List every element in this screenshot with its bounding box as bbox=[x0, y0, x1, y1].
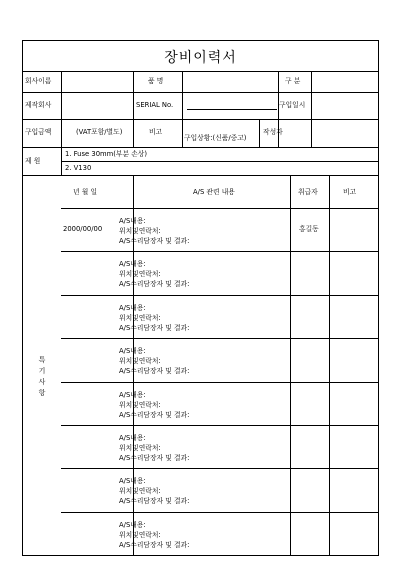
item-name-label: 품 명 bbox=[148, 77, 164, 85]
record-content-line: A/S수리담장자 및 결과: bbox=[119, 541, 190, 549]
spec-line-2: 2. V130 bbox=[65, 164, 92, 172]
record-content-line: A/S내용: bbox=[119, 391, 146, 399]
record-content-line: A/S수리담장자 및 결과: bbox=[119, 497, 190, 505]
spec-line-1: 1. Fuse 30mm(부분 손상) bbox=[65, 150, 147, 158]
author-label: 작성자 bbox=[263, 128, 283, 136]
rule bbox=[61, 208, 378, 209]
price-label: 구입금액 bbox=[25, 128, 52, 136]
col-date-header: 년 월 일 bbox=[73, 188, 98, 196]
record-content-line: A/S내용: bbox=[119, 434, 146, 442]
record-content-line: 위치및연락처: bbox=[119, 357, 161, 365]
vat-label: (VAT포함/별도) bbox=[76, 128, 123, 136]
record-content-line: 위치및연락처: bbox=[119, 444, 161, 452]
company-label: 회사이름 bbox=[25, 77, 52, 85]
record-content-line: 위치및연락처: bbox=[119, 401, 161, 409]
row-rule bbox=[61, 251, 378, 252]
col-note-header: 비고 bbox=[343, 188, 357, 196]
record-content-line: A/S수리담장자 및 결과: bbox=[119, 411, 190, 419]
record-content-line: A/S내용: bbox=[119, 260, 146, 268]
record-content-line: A/S수리담장자 및 결과: bbox=[119, 454, 190, 462]
serial-underline bbox=[187, 109, 277, 110]
record-content bbox=[119, 216, 189, 246]
record-content-line: A/S내용: bbox=[119, 217, 146, 225]
record-date: 2000/00/00 bbox=[63, 225, 103, 233]
record-content bbox=[119, 259, 189, 289]
rule bbox=[23, 92, 378, 93]
label-char: 특 bbox=[38, 356, 46, 364]
record-content-line: 위치및연락처: bbox=[119, 314, 161, 322]
record-content bbox=[119, 476, 189, 506]
rule bbox=[23, 71, 378, 72]
rule bbox=[329, 175, 330, 555]
category-label: 구 분 bbox=[285, 77, 301, 85]
col-content-header: A/S 관련 내용 bbox=[193, 188, 235, 196]
label-char: 항 bbox=[38, 389, 46, 397]
record-content bbox=[119, 433, 189, 463]
record-content bbox=[119, 390, 189, 420]
spec-label: 제 원 bbox=[25, 157, 41, 165]
rule bbox=[61, 71, 62, 175]
special-notes-label bbox=[37, 355, 47, 399]
label-char: 기 bbox=[38, 367, 46, 375]
equipment-history-form bbox=[22, 40, 379, 556]
record-content-line: 위치및연락처: bbox=[119, 227, 161, 235]
record-content bbox=[119, 303, 189, 333]
row-rule bbox=[61, 338, 378, 339]
note-label: 비고 bbox=[149, 128, 163, 136]
record-content-line: A/S수리담장자 및 결과: bbox=[119, 280, 190, 288]
record-content-line: A/S내용: bbox=[119, 304, 146, 312]
row-rule bbox=[61, 382, 378, 383]
rule bbox=[23, 119, 378, 120]
row-rule bbox=[61, 295, 378, 296]
record-content-line: A/S내용: bbox=[119, 477, 146, 485]
rule bbox=[290, 175, 291, 555]
label-char: 사 bbox=[38, 378, 46, 386]
serial-label: SERIAL No. bbox=[136, 101, 174, 109]
rule bbox=[133, 71, 134, 147]
record-content bbox=[119, 520, 189, 550]
record-content-line: A/S내용: bbox=[119, 521, 146, 529]
document-title: 장비이력서 bbox=[164, 50, 237, 66]
record-handler: 홍길동 bbox=[299, 225, 319, 233]
row-rule bbox=[61, 468, 378, 469]
record-content-line: 위치및연락처: bbox=[119, 270, 161, 278]
col-handler-header: 취급자 bbox=[298, 188, 318, 196]
rule bbox=[259, 119, 260, 147]
rule bbox=[182, 71, 183, 147]
rule bbox=[311, 71, 312, 147]
maker-label: 제작회사 bbox=[25, 101, 52, 109]
row-rule bbox=[61, 512, 378, 513]
record-content bbox=[119, 346, 189, 376]
record-content-line: A/S수리담장자 및 결과: bbox=[119, 237, 190, 245]
record-content-line: A/S수리담장자 및 결과: bbox=[119, 367, 190, 375]
record-content-line: 위치및연락처: bbox=[119, 531, 161, 539]
rule bbox=[23, 175, 378, 176]
row-rule bbox=[61, 425, 378, 426]
purchase-date-label: 구입일시 bbox=[279, 101, 306, 109]
purchase-condition-label: 구입상황:(신품/중고) bbox=[184, 134, 247, 142]
record-content-line: 위치및연락처: bbox=[119, 487, 161, 495]
record-content-line: A/S수리담장자 및 결과: bbox=[119, 324, 190, 332]
rule bbox=[61, 161, 378, 162]
rule bbox=[23, 147, 378, 148]
record-content-line: A/S내용: bbox=[119, 347, 146, 355]
